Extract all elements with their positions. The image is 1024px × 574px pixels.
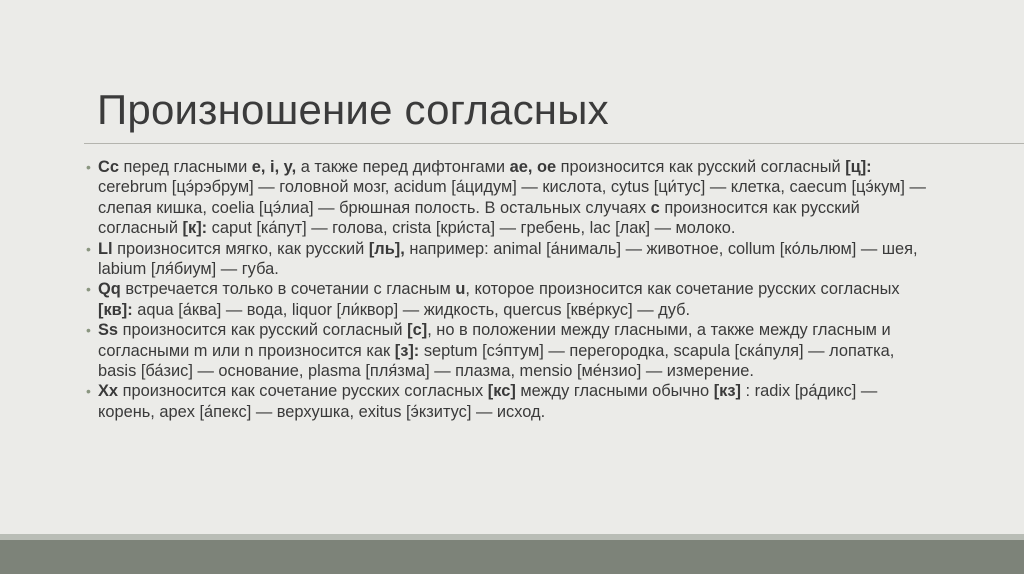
letter-heading: Qq [98, 280, 121, 299]
slide-title: Произношение согласных [97, 86, 609, 133]
bullet-item-cc: • Cc перед гласными e, i, y, а также перед дифтонгами ae, oe произносится как русский согласный [ц]: cerebrum [цэ́рэбрум] — головной мозг, acidum [а́цидум] — кислота, cytus [ци́тус] — клетка, caecum [цэ́кум] — слепая кишка, coelia [цэ́лиа] — брюшная полость. В остальных случаях c произносится как русский согласный [к]: caput [ка́пут] — голова, crista [кри́ста] — гребень, lac [лак] — молоко. [86, 158, 926, 238]
bullet-icon: • [86, 281, 91, 298]
bullet-icon: • [86, 240, 91, 257]
letter-heading: Ss [98, 321, 119, 340]
bullet-item-ll: • Ll произносится мягко, как русский [ль], например: animal [а́нималь] — животное, collum [ко́льлюм] — шея, labium [ля́биум] — губа. [86, 239, 918, 279]
bullet-list [86, 157, 931, 422]
bullet-item-xx: • Xx произносится как сочетание русских согласных [кс] между гласными обычно [кз] : radix [ра́дикс] — корень, apex [а́пекс] — верхушка, exitus [э́кзитус] — исход. [86, 382, 878, 421]
bullet-item-ss: • Ss произносится как русский согласный [с], но в положении между гласными, а также между гласным и согласными m или n произносится как [з]: septum [сэ́птум] — перегородка, scapula [ска́пуля] — лопатка, basis [ба́зис] — основание, plasma [пля́зма] — плазма, mensio [ме́нзио] — измерение. [86, 321, 895, 381]
bullet-icon: • [86, 159, 91, 175]
letter-heading: Ll [98, 239, 113, 258]
bullet-icon: • [86, 383, 91, 400]
bullet-item-qq: • Qq встречается только в сочетании с гласным u, которое произносится как сочетание русских согласных [кв]: aqua [а́ква] — вода, liquor [ли́квор] — жидкость, quercus [кве́ркус] — дуб. [86, 280, 900, 319]
title-divider [84, 143, 1024, 144]
letter-heading: Xx [98, 382, 119, 401]
letter-heading: Cc [98, 158, 119, 176]
bullet-icon: • [86, 322, 91, 339]
footer-band [0, 540, 1024, 574]
